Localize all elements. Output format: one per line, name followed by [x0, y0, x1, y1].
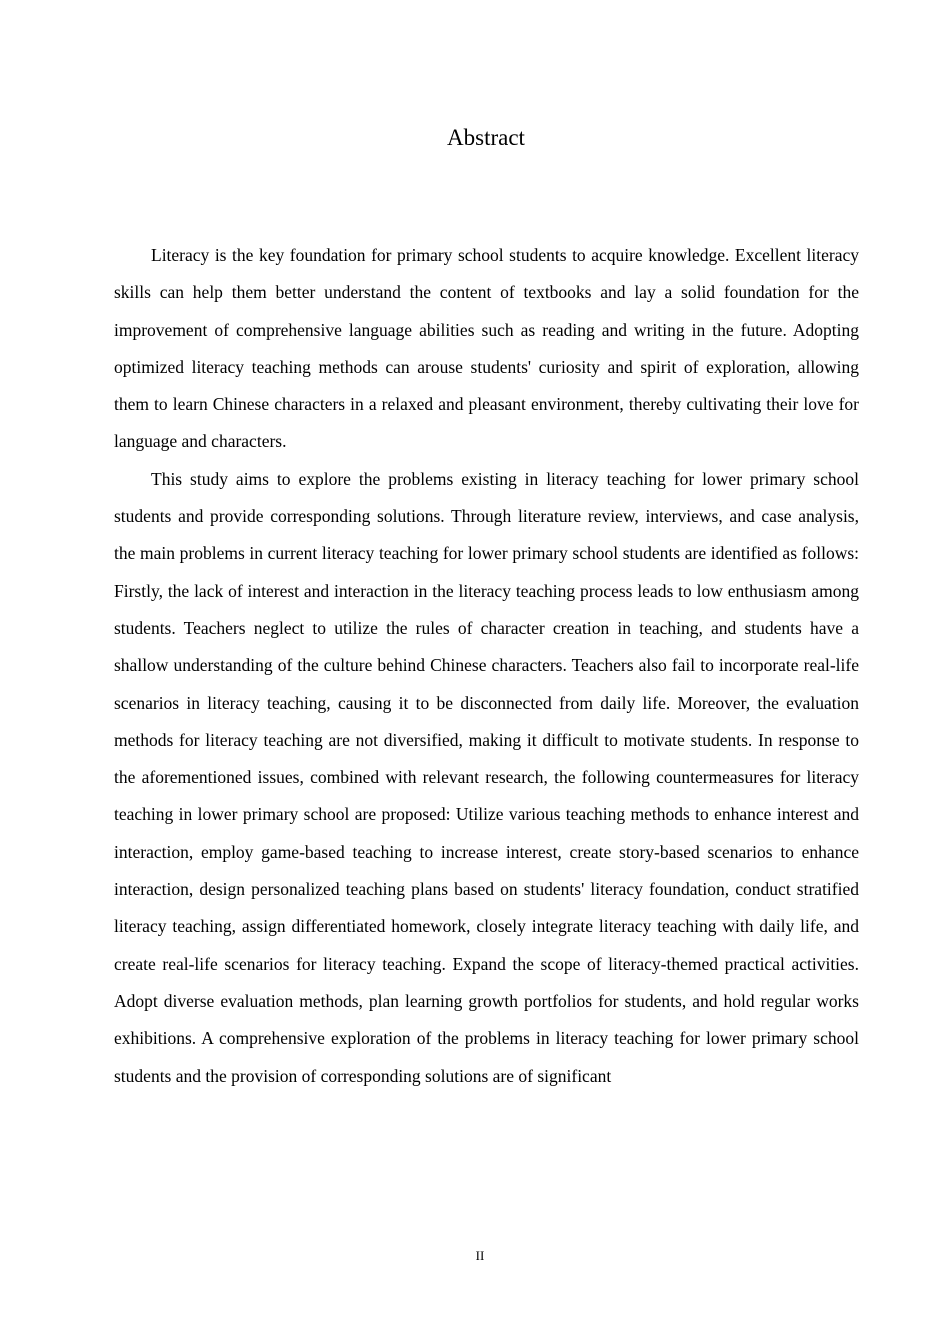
paragraph: Literacy is the key foundation for primary school students to acquire knowledge. Excellent literacy skills can help them better understand the content of textbooks and lay a solid foundation for the improvement of comprehensive language abilities such as reading and writing in the future. Adopting optimized literacy teaching methods can arouse students' curiosity and spirit of exploration, allowing them to learn Chinese characters in a relaxed and pleasant environment, thereby cultivating their love for language and characters. [114, 245, 859, 452]
abstract-body [114, 237, 859, 1095]
page-number: II [475, 1248, 485, 1263]
page-title: Abstract [447, 125, 525, 150]
paragraph: This study aims to explore the problems existing in literacy teaching for lower primary school students and provide corresponding solutions. Through literature review, interviews, and case analysis, the main problems in current literacy teaching for lower primary school students are identified as follows: Firstly, the lack of interest and interaction in the literacy teaching process leads to low enthusiasm among students. Teachers neglect to utilize the rules of character creation in teaching, and students have a shallow understanding of the culture behind Chinese characters. Teachers also fail to incorporate real-life scenarios in literacy teaching, causing it to be disconnected from daily life. Moreover, the evaluation methods for literacy teaching are not diversified, making it difficult to motivate students. In response to the aforementioned issues, combined with relevant research, the following countermeasures for literacy teaching in lower primary school are proposed: Utilize various teaching methods to enhance interest and interaction, employ game-based teaching to increase interest, create story-based scenarios to enhance interaction, design personalized teaching plans based on students' literacy foundation, conduct stratified literacy teaching, assign differentiated homework, closely integrate literacy teaching with daily life, and create real-life scenarios for literacy teaching. Expand the scope of literacy-themed practical activities. Adopt diverse evaluation methods, plan learning growth portfolios for students, and hold regular works exhibitions. A comprehensive exploration of the problems in literacy teaching for lower primary school students and the provision of corresponding solutions are of significant [114, 468, 859, 1086]
